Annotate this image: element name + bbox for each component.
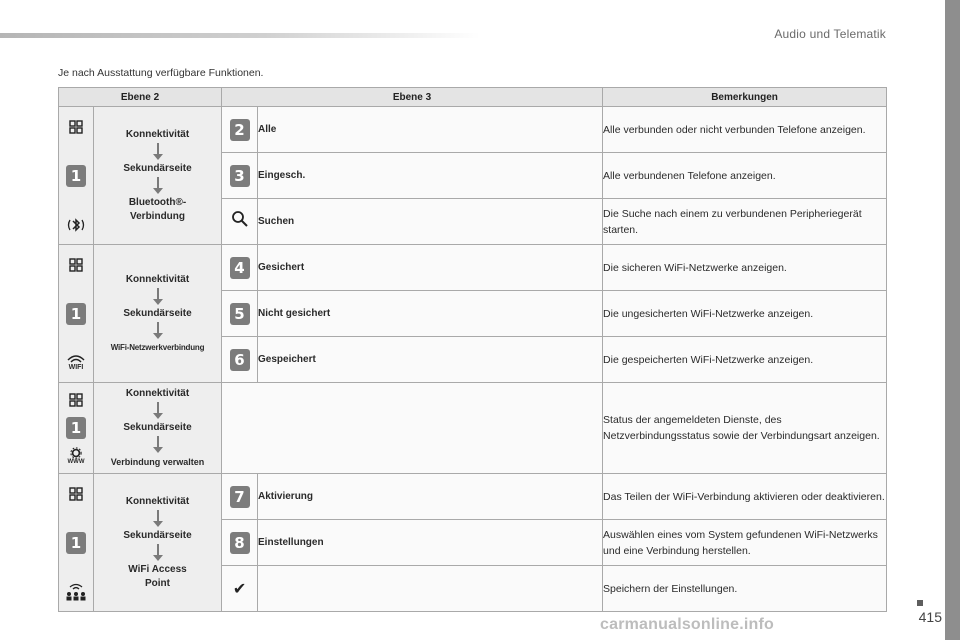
level3-label: Einstellungen bbox=[258, 520, 603, 566]
footer-marker bbox=[917, 600, 923, 606]
intro-text: Je nach Ausstattung verfügbare Funktionen. bbox=[58, 67, 264, 79]
grid-menu-icon bbox=[65, 483, 87, 505]
level3-label: Nicht gesichert bbox=[258, 291, 603, 337]
down-arrow-icon bbox=[152, 288, 164, 306]
level3-badge: 8 bbox=[230, 532, 250, 554]
level3-label: Eingesch. bbox=[258, 153, 603, 199]
grid-menu-icon bbox=[65, 254, 87, 276]
grid-menu-icon bbox=[65, 389, 87, 411]
page-edge-bar bbox=[945, 0, 960, 640]
grid-menu-icon bbox=[65, 116, 87, 138]
level3-label: Suchen bbox=[258, 199, 603, 245]
watermark: carmanualsonline.info bbox=[600, 616, 775, 633]
level3-label: Alle bbox=[258, 107, 603, 153]
remark: Die gespeicherten WiFi-Netzwerke anzeigen. bbox=[603, 337, 887, 383]
functions-table bbox=[58, 87, 887, 612]
table-row bbox=[59, 107, 887, 153]
down-arrow-icon bbox=[152, 143, 164, 161]
level3-label: Gespeichert bbox=[258, 337, 603, 383]
gear-www-icon bbox=[65, 445, 87, 467]
header-ebene2: Ebene 2 bbox=[59, 88, 222, 107]
level1-badge: 1 bbox=[66, 165, 86, 187]
remark: Die ungesicherten WiFi-Netzwerke anzeigen. bbox=[603, 291, 887, 337]
level-icons bbox=[59, 107, 94, 245]
header-ebene3: Ebene 3 bbox=[222, 88, 603, 107]
check-icon: ✔ bbox=[232, 578, 247, 598]
step-sekundaerseite: Sekundärseite bbox=[123, 162, 192, 174]
header-bemerkungen: Bemerkungen bbox=[603, 88, 887, 107]
step-konnektivitaet: Konnektivität bbox=[125, 273, 190, 285]
bluetooth-icon bbox=[65, 214, 87, 236]
remark: Alle verbunden oder nicht verbunden Telefone anzeigen. bbox=[603, 107, 887, 153]
section-title: Audio und Telematik bbox=[774, 27, 886, 41]
level-steps bbox=[94, 474, 222, 612]
level3-badge: 4 bbox=[230, 257, 250, 279]
level1-badge: 1 bbox=[66, 417, 86, 439]
table-row bbox=[59, 245, 887, 291]
level3-badge: 5 bbox=[230, 303, 250, 325]
remark: Alle verbundenen Telefone anzeigen. bbox=[603, 153, 887, 199]
down-arrow-icon bbox=[152, 436, 164, 454]
hotspot-users-icon bbox=[65, 581, 87, 603]
step-konnektivitaet: Konnektivität bbox=[125, 128, 190, 140]
level-icons bbox=[59, 383, 94, 474]
level-steps bbox=[94, 383, 222, 474]
step-verbindung-verwalten: Verbindung verwalten bbox=[110, 457, 205, 467]
step-konnektivitaet: Konnektivität bbox=[125, 388, 190, 399]
remark: Die sicheren WiFi-Netzwerke anzeigen. bbox=[603, 245, 887, 291]
remark: Auswählen eines vom System gefundenen WiFi-Netzwerks und eine Verbindung herstellen. bbox=[603, 520, 887, 566]
level3-badge: 2 bbox=[230, 119, 250, 141]
level-steps bbox=[94, 245, 222, 383]
level1-badge: 1 bbox=[66, 532, 86, 554]
remark: Das Teilen der WiFi-Verbindung aktivieren oder deaktivieren. bbox=[603, 474, 887, 520]
level3-label: Aktivierung bbox=[258, 474, 603, 520]
level3-label: Gesichert bbox=[258, 245, 603, 291]
table-header-row bbox=[59, 88, 887, 107]
www-icon-label: WWW bbox=[67, 458, 85, 465]
level-icons bbox=[59, 245, 94, 383]
down-arrow-icon bbox=[152, 177, 164, 195]
step-wifi-access-point: WiFi Access Point bbox=[128, 563, 187, 589]
wifi-icon-label: WIFI bbox=[68, 363, 84, 371]
remark: Status der angemeldeten Dienste, des Netzverbindungsstatus sowie der Verbindungsart anzeigen. bbox=[603, 383, 887, 474]
search-icon bbox=[231, 215, 249, 232]
page-number: 415 bbox=[918, 609, 942, 625]
table-row bbox=[59, 474, 887, 520]
wifi-icon bbox=[65, 352, 87, 374]
step-konnektivitaet: Konnektivität bbox=[125, 495, 190, 507]
level3-badge: 3 bbox=[230, 165, 250, 187]
down-arrow-icon bbox=[152, 402, 164, 420]
remark: Die Suche nach einem zu verbundenen Peripheriegerät starten. bbox=[603, 199, 887, 245]
step-sekundaerseite: Sekundärseite bbox=[123, 307, 192, 319]
down-arrow-icon bbox=[152, 322, 164, 340]
table-row bbox=[59, 383, 887, 474]
level-icons bbox=[59, 474, 94, 612]
level3-badge: 7 bbox=[230, 486, 250, 508]
remark: Speichern der Einstellungen. bbox=[603, 566, 887, 612]
level3-badge: 6 bbox=[230, 349, 250, 371]
level-steps bbox=[94, 107, 222, 245]
down-arrow-icon bbox=[152, 544, 164, 562]
step-bluetooth: Bluetooth®-Verbindung bbox=[128, 196, 187, 222]
level1-badge: 1 bbox=[66, 303, 86, 325]
header-rule bbox=[0, 33, 480, 38]
down-arrow-icon bbox=[152, 510, 164, 528]
step-sekundaerseite: Sekundärseite bbox=[123, 529, 192, 541]
step-sekundaerseite: Sekundärseite bbox=[123, 422, 192, 433]
step-wifi-netzwerk: WiFi-Netzwerkverbindung bbox=[110, 342, 205, 352]
